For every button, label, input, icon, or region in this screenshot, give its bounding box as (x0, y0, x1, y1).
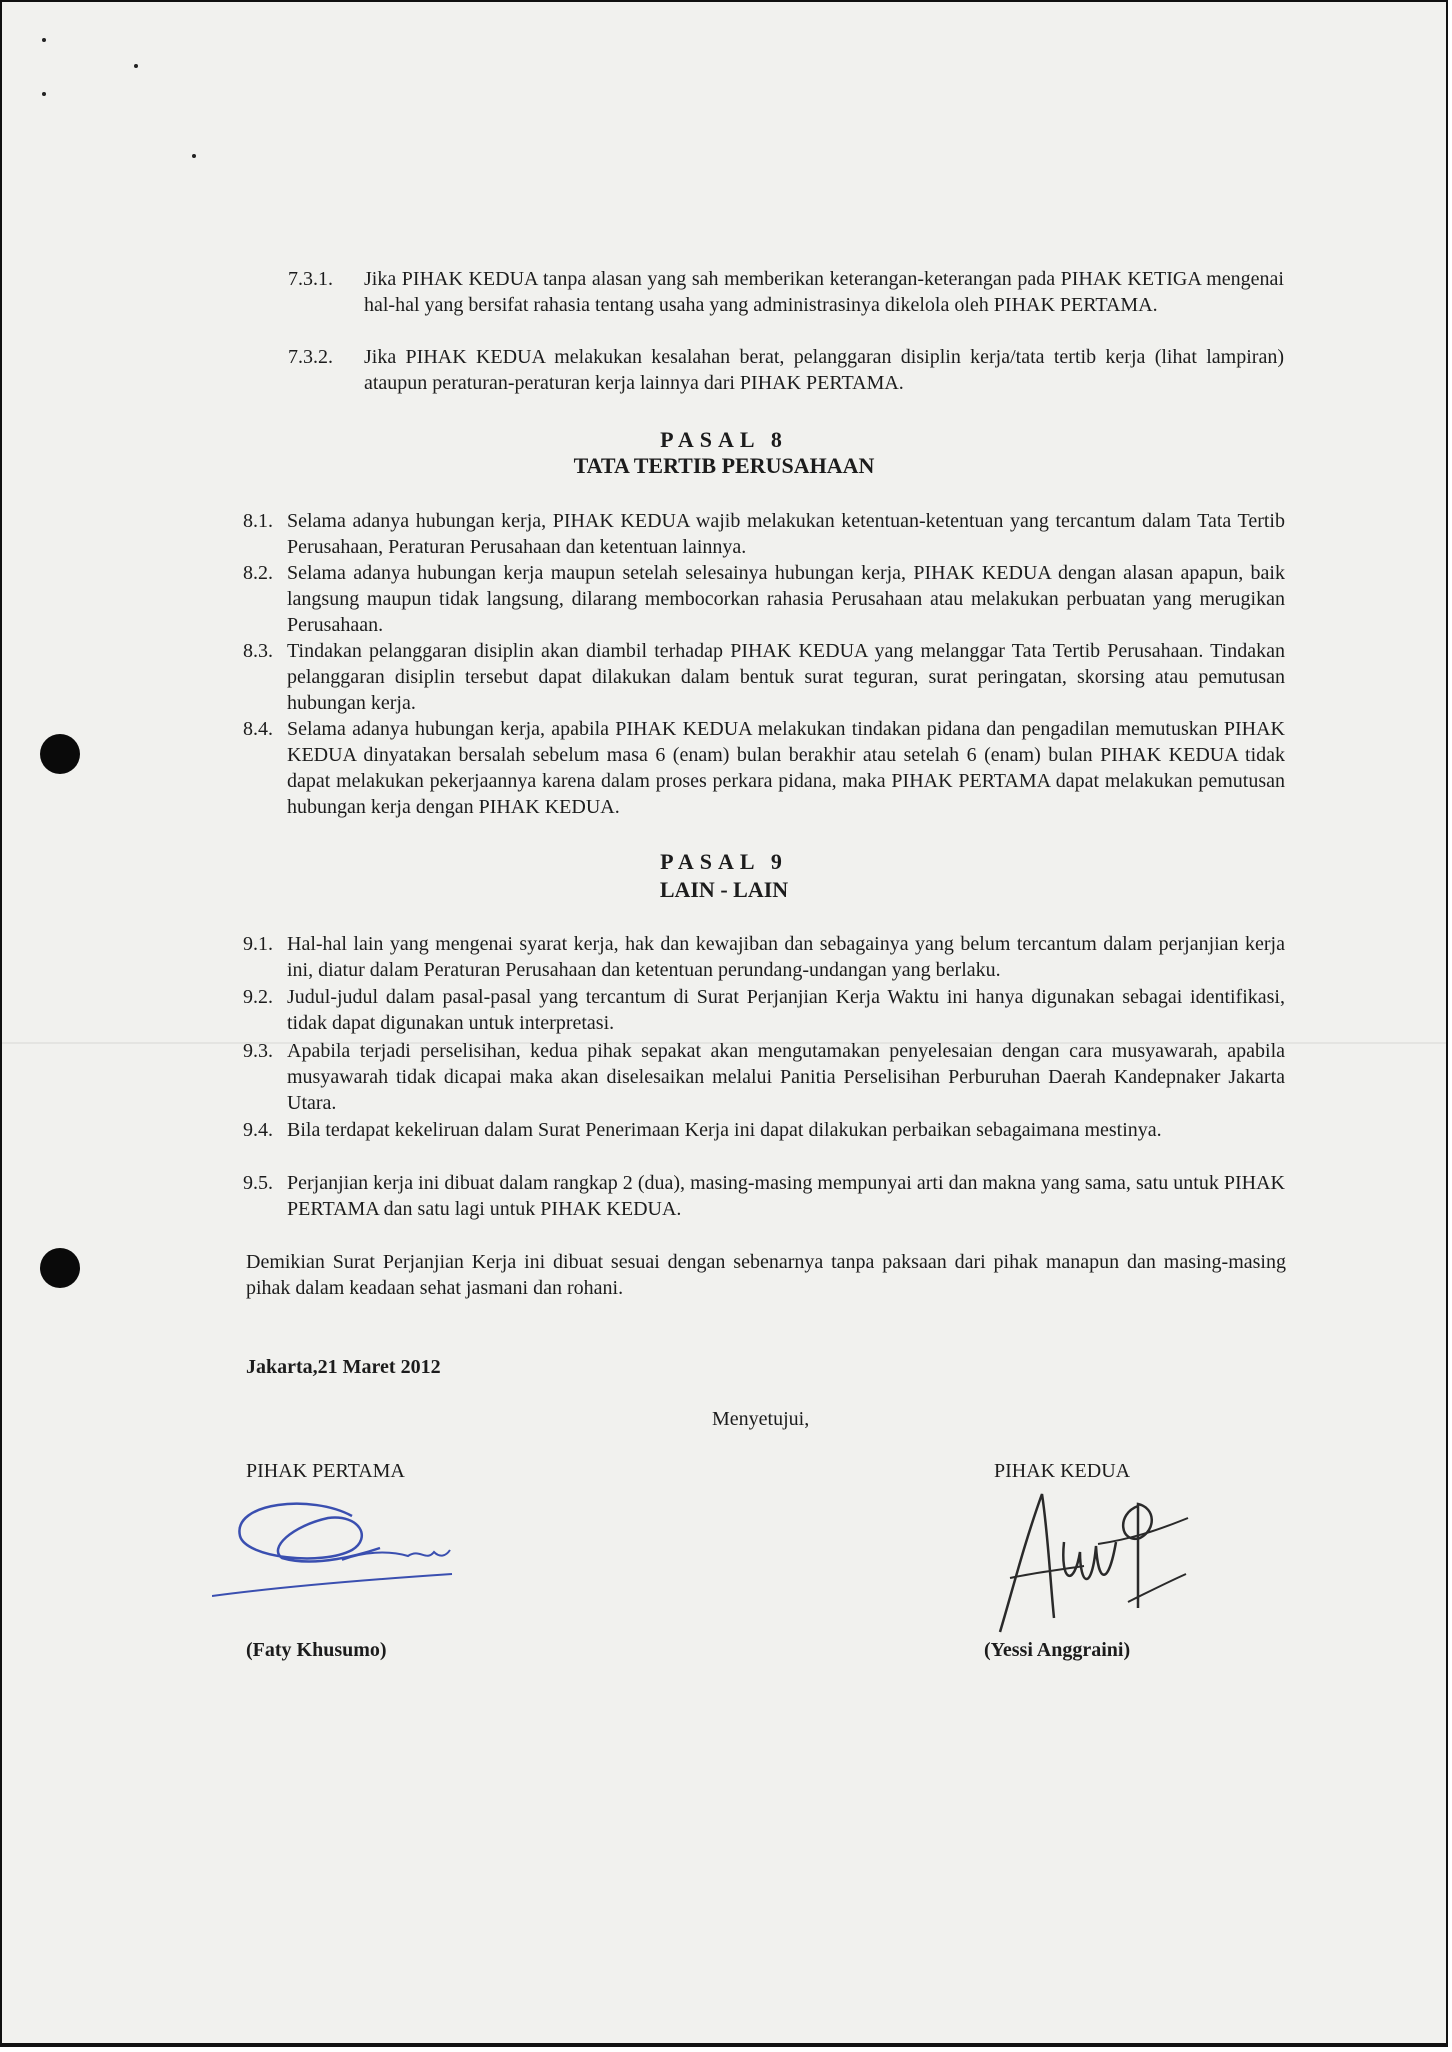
clause-text: Perjanjian kerja ini dibuat dalam rangkap 2 (dua), masing-masing mempunyai arti dan makna yang sama, satu untuk PIHAK PERTAMA dan satu lagi untuk PIHAK KEDUA. (287, 1172, 1285, 1220)
party2-name: (Yessi Anggraini) (984, 1639, 1131, 1661)
party1-name: (Faty Khusumo) (246, 1639, 387, 1661)
clause-number: 9.4. (243, 1119, 273, 1141)
clause-number: 9.2. (243, 986, 273, 1008)
clause-number: 8.2. (243, 562, 273, 584)
speck (134, 64, 138, 68)
party2-label: PIHAK KEDUA (994, 1460, 1131, 1482)
clause-text: Jika PIHAK KEDUA melakukan kesalahan berat, pelanggaran disiplin kerja/tata tertib kerja (lihat lampiran) ataupun peraturan-peraturan kerja lainnya dari PIHAK PERTAMA. (364, 346, 1284, 394)
pasal-9-title: LAIN - LAIN (659, 877, 789, 902)
clause-8-2 (243, 560, 1285, 638)
clause-9-1 (243, 931, 1285, 983)
pasal-9-heading: PASAL 9 (660, 849, 788, 874)
punch-hole (40, 1248, 80, 1288)
pasal-8-heading: PASAL 8 (660, 427, 788, 452)
clause-9-2 (243, 984, 1285, 1036)
clause-text: Judul-judul dalam pasal-pasal yang tercantum di Surat Perjanjian Kerja Waktu ini hanya digunakan sebagai identifikasi, tidak dapat digunakan untuk interpretasi. (287, 986, 1285, 1034)
clause-number: 9.3. (243, 1040, 273, 1062)
punch-hole (40, 734, 80, 774)
clause-number: 8.4. (243, 718, 273, 740)
party1-label: PIHAK PERTAMA (246, 1460, 405, 1482)
speck (42, 38, 46, 42)
clause-8-3 (243, 638, 1285, 716)
pasal-8-title: TATA TERTIB PERUSAHAAN (573, 453, 875, 478)
clause-number: 8.3. (243, 640, 273, 662)
clause-number: 8.1. (243, 510, 273, 532)
clause-text: Selama adanya hubungan kerja, apabila PIHAK KEDUA melakukan tindakan pidana dan pengadilan memutuskan PIHAK KEDUA dinyatakan bersalah sebelum masa 6 (enam) bulan berakhir atau setelah 6 (enam) bulan PIHAK KEDUA tidak dapat melakukan pekerjaannya karena dalam proses perkara pidana, maka PIHAK PERTAMA dapat melakukan pemutusan hubungan kerja dengan PIHAK KEDUA. (287, 718, 1285, 818)
clause-8-4 (243, 716, 1285, 820)
clause-number: 7.3.2. (288, 346, 333, 368)
speck (192, 154, 196, 158)
clause-text: Jika PIHAK KEDUA tanpa alasan yang sah memberikan keterangan-keterangan pada PIHAK KETIGA mengenai hal-hal yang bersifat rahasia tentang usaha yang administrasinya dikelola oleh PIHAK PERTAMA. (364, 268, 1284, 316)
clause-text: Selama adanya hubungan kerja maupun setelah selesainya hubungan kerja, PIHAK KEDUA dengan alasan apapun, baik langsung maupun tidak langsung, dilarang membocorkan rahasia Perusahaan atau melakukan perbuatan yang merugikan Perusahaan. (287, 562, 1285, 636)
clause-text: Bila terdapat kekeliruan dalam Surat Penerimaan Kerja ini dapat dilakukan perbaikan sebagaimana mestinya. (287, 1119, 1162, 1141)
clause-text: Selama adanya hubungan kerja, PIHAK KEDUA wajib melakukan ketentuan-ketentuan yang tercantum dalam Tata Tertib Perusahaan, Peraturan Perusahaan dan ketentuan lainnya. (287, 510, 1285, 558)
clause-7-3-2 (288, 344, 1284, 396)
clause-9-3 (243, 1038, 1285, 1116)
clause-number: 7.3.1. (288, 268, 333, 290)
clause-text: Tindakan pelanggaran disiplin akan diambil terhadap PIHAK KEDUA yang melanggar Tata Tertib Perusahaan. Tindakan pelanggaran disiplin tersebut dapat dilakukan dalam bentuk surat teguran, surat peringatan, skorsing atau pemutusan hubungan kerja. (287, 640, 1285, 714)
clause-9-5 (243, 1170, 1285, 1222)
clause-number: 9.1. (243, 933, 273, 955)
clause-9-4 (243, 1117, 1285, 1143)
party1-signature (212, 1496, 462, 1606)
clause-number: 9.5. (243, 1172, 273, 1194)
place-date: Jakarta,21 Maret 2012 (246, 1356, 441, 1378)
speck (42, 92, 46, 96)
clause-text: Hal-hal lain yang mengenai syarat kerja, hak dan kewajiban dan sebagainya yang belum tercantum dalam perjanjian kerja ini, diatur dalam Peraturan Perusahaan dan ketentuan perundang-undangan yang berlaku. (287, 933, 1285, 981)
clause-text: Apabila terjadi perselisihan, kedua pihak sepakat akan mengutamakan penyelesaian dengan cara musyawarah, apabila musyawarah tidak dicapai maka akan diselesaikan melalui Panitia Perselisihan Perburuhan Daerah Kandepnaker Jakarta Utara. (287, 1040, 1285, 1114)
clause-7-3-1 (288, 266, 1284, 318)
party2-signature (988, 1482, 1198, 1642)
clause-8-1 (243, 508, 1285, 560)
approval-label: Menyetujui, (712, 1408, 810, 1430)
closing-paragraph: Demikian Surat Perjanjian Kerja ini dibuat sesuai dengan sebenarnya tanpa paksaan dari pihak manapun dan masing-masing pihak dalam keadaan sehat jasmani dan rohani. (246, 1251, 1286, 1299)
